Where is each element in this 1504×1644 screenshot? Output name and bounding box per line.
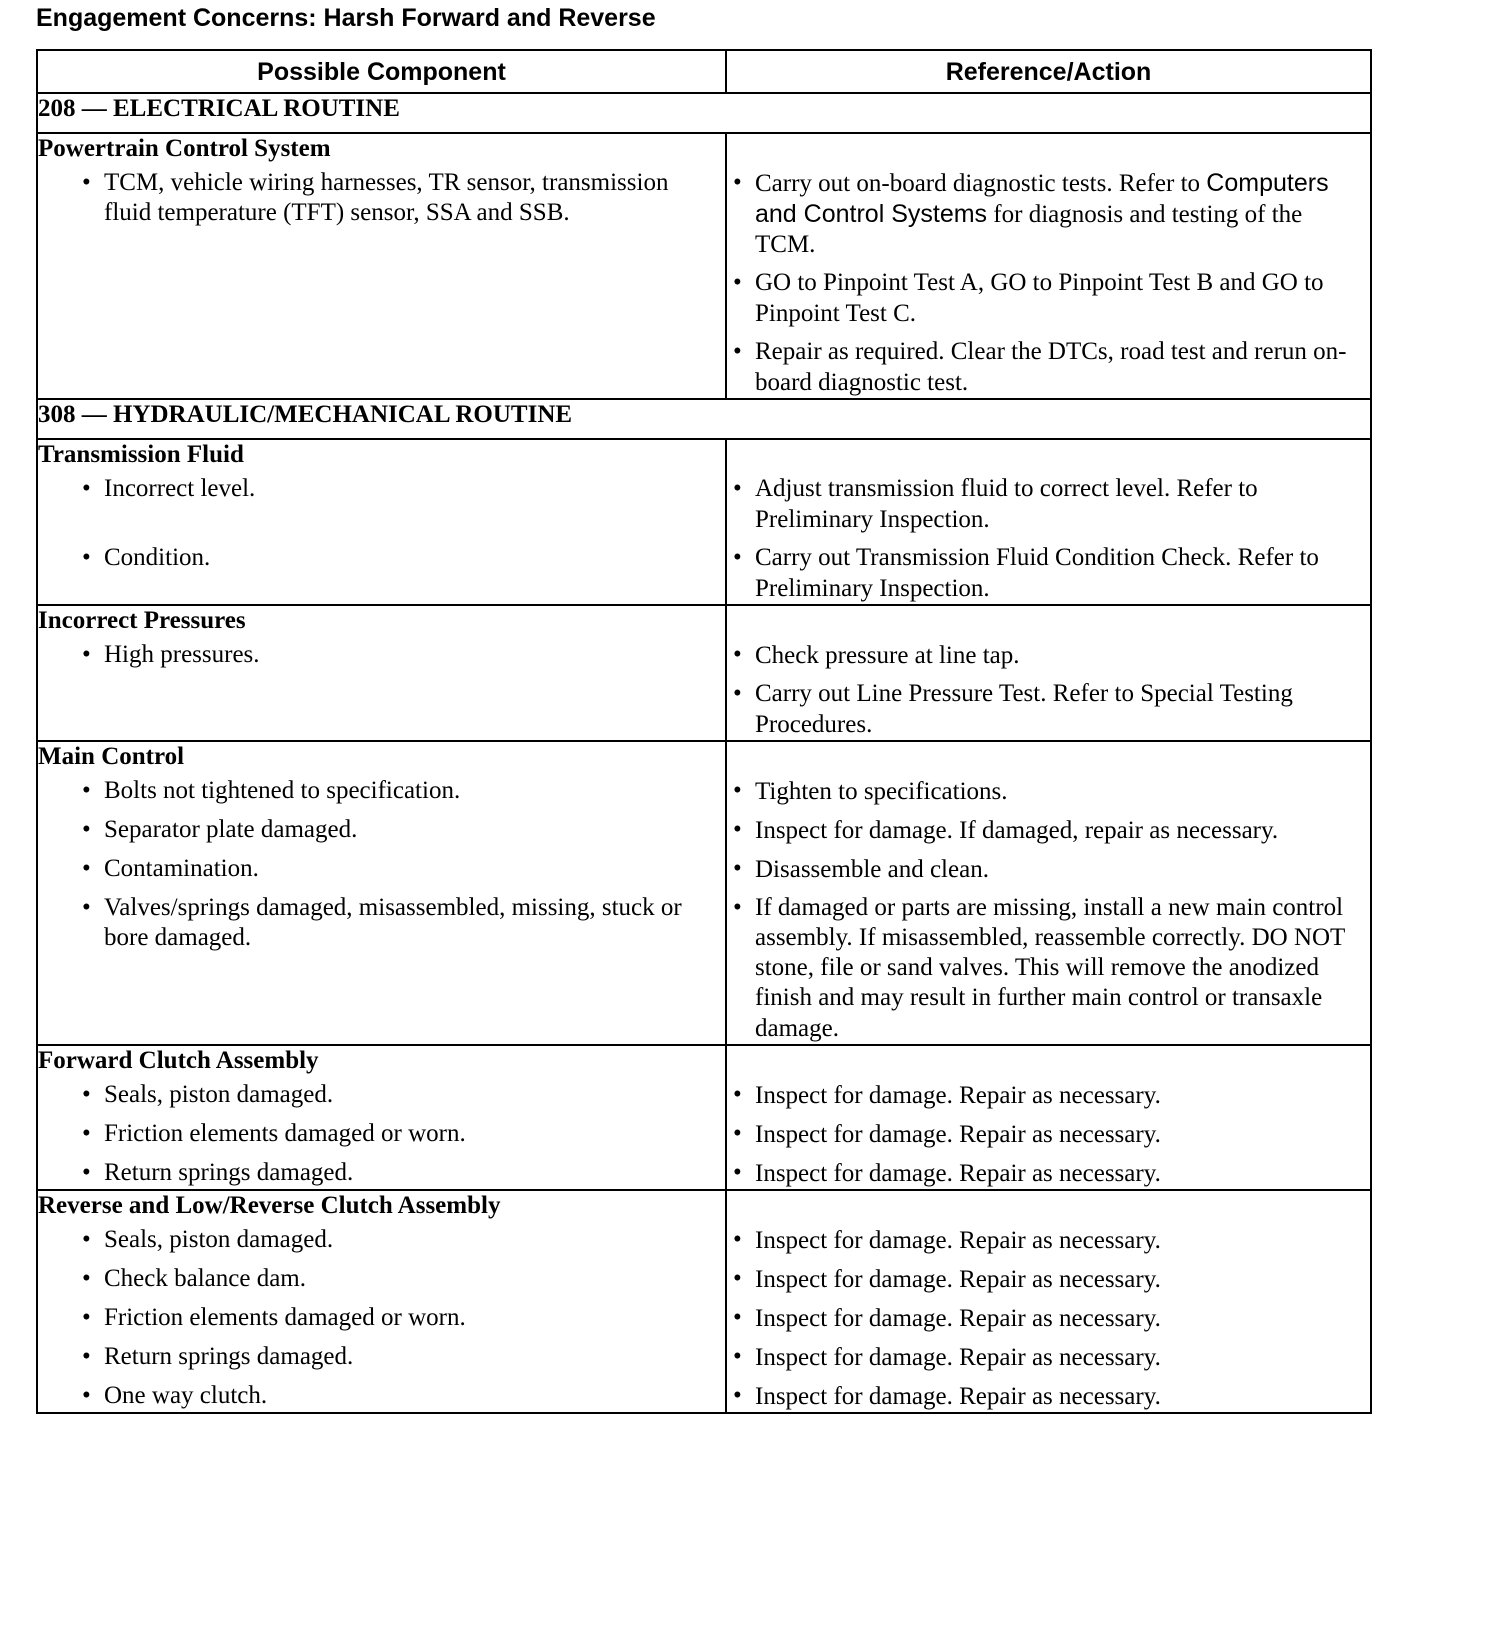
action-list xyxy=(727,640,1370,740)
component-cell xyxy=(37,133,726,399)
action-item xyxy=(727,854,1370,885)
component-item: • Contamination. xyxy=(38,854,725,885)
action-text: Repair as required. Clear the DTCs, road test and rerun on-board diagnostic test. xyxy=(755,338,1347,396)
cross-reference-link[interactable]: Computers and Control Systems xyxy=(755,169,1329,228)
action-heading-spacer xyxy=(727,606,1370,640)
component-group-name: Incorrect Pressures xyxy=(38,607,246,634)
component-group-row xyxy=(37,439,1371,605)
action-text: Check pressure at line tap. xyxy=(755,642,1020,669)
action-cell xyxy=(726,1190,1371,1413)
component-item: • Incorrect level. xyxy=(38,474,725,535)
action-cell xyxy=(726,1045,1371,1190)
header-row xyxy=(37,50,1371,93)
action-list xyxy=(727,1080,1370,1189)
component-group-row xyxy=(37,1045,1371,1190)
column-header-component: Possible Component xyxy=(37,50,726,93)
component-group-name: Transmission Fluid xyxy=(38,441,244,468)
component-group-row xyxy=(37,741,1371,1045)
component-group-row xyxy=(37,605,1371,741)
component-list xyxy=(38,1080,725,1189)
action-text: Inspect for damage. Repair as necessary. xyxy=(755,1344,1161,1371)
action-text: Adjust transmission fluid to correct level. Refer to Preliminary Inspection. xyxy=(755,475,1258,533)
component-item: • One way clutch. xyxy=(38,1381,725,1412)
section-header: 308 — HYDRAULIC/MECHANICAL ROUTINE xyxy=(37,399,1371,439)
action-cell xyxy=(726,741,1371,1045)
component-item: • Return springs damaged. xyxy=(38,1158,725,1189)
component-group-row xyxy=(37,133,1371,399)
component-item: • Separator plate damaged. xyxy=(38,815,725,846)
action-item xyxy=(727,337,1370,398)
component-item: • Valves/springs damaged, misassembled, missing, stuck or bore damaged. xyxy=(38,893,725,1044)
action-list xyxy=(727,168,1370,398)
action-text: GO to Pinpoint Test A, GO to Pinpoint Test B and GO to Pinpoint Test C. xyxy=(755,269,1324,327)
action-item xyxy=(727,1264,1370,1295)
action-text: Disassemble and clean. xyxy=(755,856,989,883)
action-heading-spacer xyxy=(727,134,1370,168)
action-text: Tighten to specifications. xyxy=(755,778,1008,805)
component-item: • Check balance dam. xyxy=(38,1264,725,1295)
action-text: Inspect for damage. Repair as necessary. xyxy=(755,1121,1161,1148)
component-list xyxy=(38,474,725,604)
component-cell xyxy=(37,1190,726,1413)
action-heading-spacer xyxy=(727,440,1370,474)
action-text: Inspect for damage. If damaged, repair as necessary. xyxy=(755,817,1279,844)
component-item: • Seals, piston damaged. xyxy=(38,1225,725,1256)
component-item: • Friction elements damaged or worn. xyxy=(38,1119,725,1150)
action-list xyxy=(727,1225,1370,1412)
action-item xyxy=(727,1158,1370,1189)
action-text: Inspect for damage. Repair as necessary. xyxy=(755,1160,1161,1187)
action-item xyxy=(727,543,1370,604)
action-heading-spacer xyxy=(727,1046,1370,1080)
action-item xyxy=(727,1381,1370,1412)
action-text-continued: for diagnosis and testing of the TCM. xyxy=(755,201,1303,258)
action-text: Carry out Line Pressure Test. Refer to Special Testing Procedures. xyxy=(755,680,1293,738)
action-item xyxy=(727,1342,1370,1373)
action-item xyxy=(727,474,1370,535)
component-item: • TCM, vehicle wiring harnesses, TR sensor, transmission fluid temperature (TFT) sensor, SSA and SSB. xyxy=(38,168,725,260)
action-item xyxy=(727,776,1370,807)
component-item: • Friction elements damaged or worn. xyxy=(38,1303,725,1334)
diagnosis-table xyxy=(36,49,1372,1414)
action-item xyxy=(727,640,1370,671)
component-group-row xyxy=(37,1190,1371,1413)
section-header: 208 — ELECTRICAL ROUTINE xyxy=(37,93,1371,133)
component-cell xyxy=(37,741,726,1045)
component-group-name: Main Control xyxy=(38,743,185,770)
component-list xyxy=(38,1225,725,1412)
component-item: • High pressures. xyxy=(38,640,725,671)
component-list xyxy=(38,640,725,671)
action-list xyxy=(727,474,1370,604)
table-body xyxy=(37,93,1371,1413)
component-group-name: Powertrain Control System xyxy=(38,135,331,162)
action-item xyxy=(727,815,1370,846)
action-text: Inspect for damage. Repair as necessary. xyxy=(755,1082,1161,1109)
action-item xyxy=(727,268,1370,329)
action-text: Inspect for damage. Repair as necessary. xyxy=(755,1305,1161,1332)
action-item xyxy=(727,1225,1370,1256)
action-text: Inspect for damage. Repair as necessary. xyxy=(755,1383,1161,1410)
action-text: Carry out on-board diagnostic tests. Refer to xyxy=(755,170,1207,197)
component-list xyxy=(38,168,725,260)
action-item xyxy=(727,1303,1370,1334)
action-item xyxy=(727,1080,1370,1111)
component-cell xyxy=(37,439,726,605)
action-text: Inspect for damage. Repair as necessary. xyxy=(755,1227,1161,1254)
section-row xyxy=(37,399,1371,439)
action-cell xyxy=(726,439,1371,605)
component-item: • Bolts not tightened to specification. xyxy=(38,776,725,807)
action-heading-spacer xyxy=(727,742,1370,776)
action-list xyxy=(727,776,1370,1044)
component-cell xyxy=(37,605,726,741)
component-item: • Seals, piston damaged. xyxy=(38,1080,725,1111)
component-group-name: Reverse and Low/Reverse Clutch Assembly xyxy=(38,1192,501,1219)
action-cell xyxy=(726,605,1371,741)
component-item: • Condition. xyxy=(38,543,725,604)
action-text: Inspect for damage. Repair as necessary. xyxy=(755,1266,1161,1293)
action-text: If damaged or parts are missing, install a new main control assembly. If misassembled, reassemble correctly. DO NOT stone, file or sand valves. This will remove the anodized finish and may result in further main control or transaxle damage. xyxy=(755,894,1345,1042)
section-row xyxy=(37,93,1371,133)
action-item xyxy=(727,893,1370,1044)
component-list xyxy=(38,776,725,1044)
action-item xyxy=(727,1119,1370,1150)
action-heading-spacer xyxy=(727,1191,1370,1225)
action-cell xyxy=(726,133,1371,399)
column-header-action: Reference/Action xyxy=(726,50,1371,93)
component-cell xyxy=(37,1045,726,1190)
action-text: Carry out Transmission Fluid Condition Check. Refer to Preliminary Inspection. xyxy=(755,544,1319,602)
component-item: • Return springs damaged. xyxy=(38,1342,725,1373)
action-item xyxy=(727,168,1370,260)
page-title: Engagement Concerns: Harsh Forward and Reverse xyxy=(36,4,656,32)
action-item xyxy=(727,679,1370,740)
component-group-name: Forward Clutch Assembly xyxy=(38,1047,319,1074)
